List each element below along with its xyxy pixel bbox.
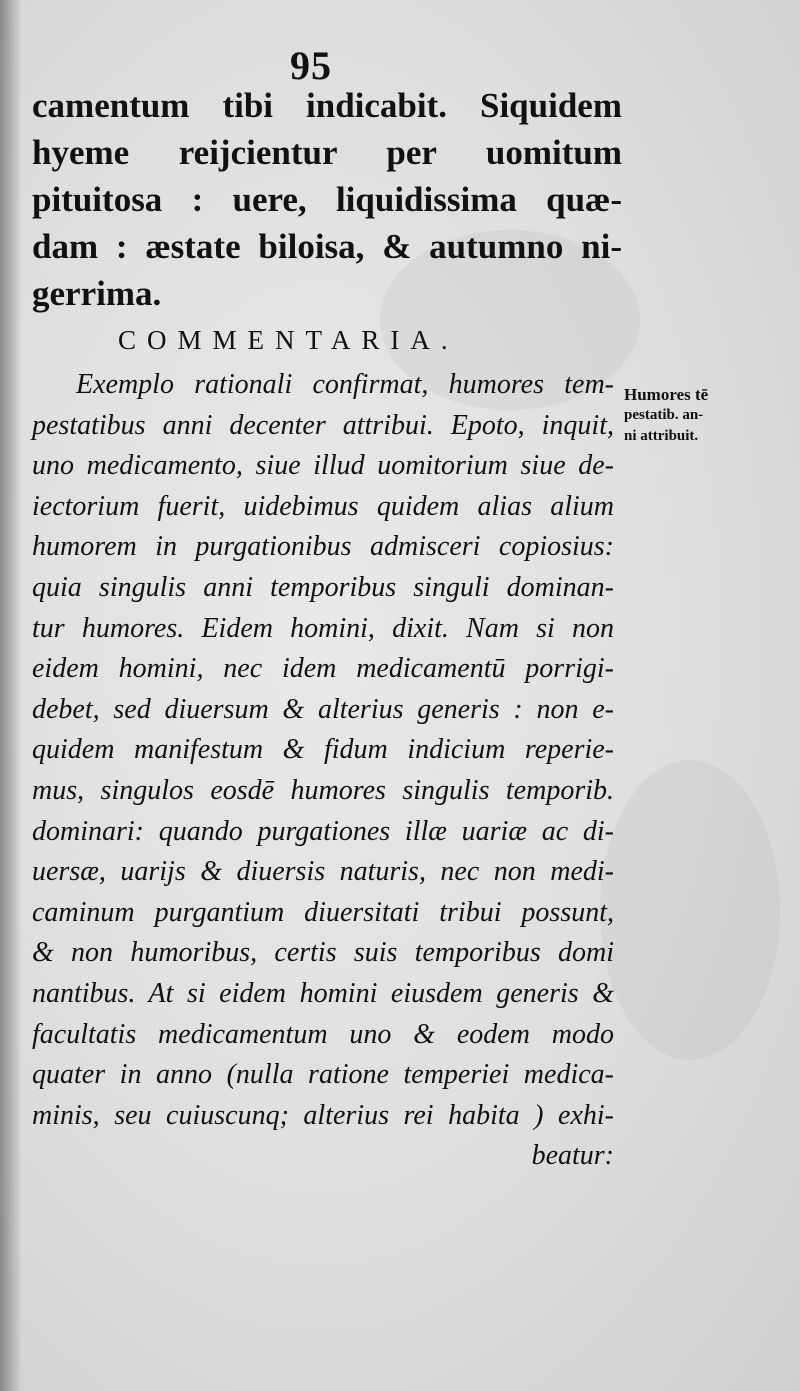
page-number: 95 (290, 43, 332, 88)
main-text-line: pituitosa : uere, liquidissima quæ- (32, 180, 622, 219)
marginal-note (624, 384, 772, 447)
main-text (32, 82, 622, 317)
commentary-line: Exemplo rationali confirmat, humores tem- (76, 369, 614, 400)
commentary-line: humorem in purgationibus admisceri copiosius: (32, 531, 614, 563)
commentary-line: mus, singulos eosdē humores singulis temporib. (32, 774, 614, 806)
commentary-line: facultatis medicamentum uno & eodem modo (32, 1018, 614, 1050)
commentary-line: nantibus. At si eidem homini eiusdem generis & (32, 977, 614, 1009)
paper-stain (600, 760, 780, 1060)
commentary-line: iectorium fuerit, uidebimus quidem alias alium (32, 490, 614, 522)
section-heading: COMMENTARIA. (118, 325, 459, 355)
catchword: beatur: (531, 1140, 614, 1172)
commentary-line: uno medicamento, siue illud uomitorium siue de- (32, 450, 614, 482)
commentary-line: eidem homini, nec idem medicamentū porrigi- (32, 653, 614, 685)
main-text-line: gerrima. (32, 274, 162, 313)
main-text-line: dam : æstate biloisa, & autumno ni- (32, 227, 622, 266)
commentary-line: tur humores. Eidem homini, dixit. Nam si non (32, 612, 614, 644)
commentary-line: quater in anno (nulla ratione temperiei medica- (32, 1059, 614, 1091)
commentary-line: quidem manifestum & fidum indicium reperie- (32, 734, 614, 766)
commentary-line: uersæ, uarijs & diuersis naturis, nec non medi- (32, 856, 614, 888)
main-text-line: hyeme reijcientur per uomitum (32, 133, 622, 172)
commentary-text (32, 365, 614, 1177)
commentary-line: debet, sed diuersum & alterius generis : non e- (32, 693, 614, 725)
commentary-line: & non humoribus, certis suis temporibus domi (32, 937, 614, 969)
commentary-line: caminum purgantium diuersitati tribui possunt, (32, 896, 614, 928)
page-gutter-shadow (0, 0, 22, 1391)
marginal-note-line: pestatib. an- (624, 407, 704, 423)
commentary-line: quia singulis anni temporibus singuli dominan- (32, 571, 614, 603)
commentary-line: dominari: quando purgationes illæ uariæ ac di- (32, 815, 614, 847)
commentary-line: pestatibus anni decenter attribui. Epoto, inquit, (32, 409, 614, 441)
marginal-note-line: Humores tē (624, 385, 709, 404)
marginal-note-line: ni attribuit. (624, 428, 699, 444)
commentary-line: minis, seu cuiuscunq; alterius rei habita ) exhi- (32, 1099, 614, 1131)
main-text-line: camentum tibi indicabit. Siquidem (32, 86, 622, 125)
